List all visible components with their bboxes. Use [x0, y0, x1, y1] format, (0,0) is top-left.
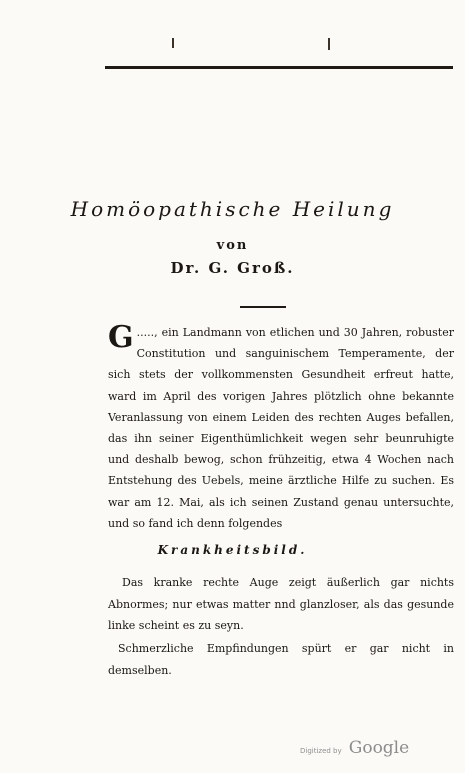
google-logo: Google	[348, 738, 410, 758]
page-title: Homöopathische Heilung	[70, 197, 395, 221]
gutter-mark-left	[172, 38, 174, 48]
paragraph-pain: Schmerzliche Empfindungen spürt er gar nicht in demselben.	[108, 642, 454, 677]
header-rule	[105, 66, 453, 69]
paragraph-intro	[108, 322, 454, 534]
drop-cap: G	[108, 320, 134, 355]
digitization-watermark	[300, 738, 409, 758]
gutter-mark-right	[328, 38, 330, 50]
digitized-by-text: Digitized by	[300, 747, 342, 755]
paragraph-symptoms: Das kranke rechte Auge zeigt äußerlich gar nichts Abnormes; nur etwas matter nnd glanzloser, als das gesunde linke scheint es zu seyn.	[108, 576, 454, 632]
paragraph-intro-text: ....., ein Landmann von etlichen und 30 Jahren, robuster Constitution und sanguinischem Temperamente, der sich stets der vollkommensten Gesundheit erfreut hatte, ward im April des vorigen Jahres plötzlich ohne bekannte Veranlassung von einem Leiden des rechten Auges befallen, das ihn seiner Eigenthümlichkeit wegen sehr beunruhigte und deshalb bewog, schon frühzeitig, etwa 4 Wochen nach Entstehung des Uebels, meine ärztliche Hilfe zu suchen. Es war am 12. Mai, als ich seinen Zustand genau untersuchte, und so fand ich denn folgendes	[108, 326, 454, 530]
author-name: Dr. G. Groß.	[170, 259, 295, 277]
section-heading: Krankheitsbild.	[157, 543, 308, 557]
title-divider	[240, 306, 286, 308]
byline-von: von	[216, 238, 249, 253]
